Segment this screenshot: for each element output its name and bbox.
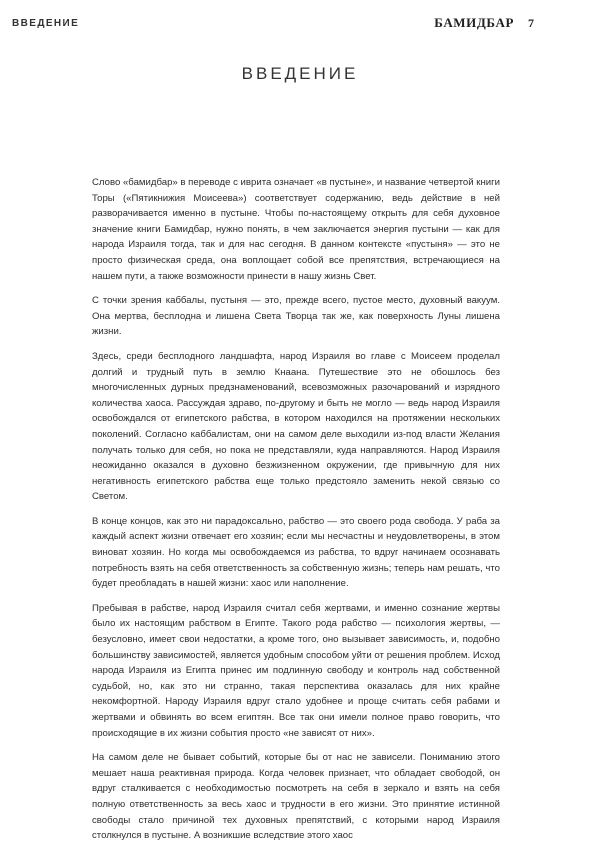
paragraph: Пребывая в рабстве, народ Израиля считал себя жертвами, и именно сознание жертвы было их настоящим рабством в Египте. Такого рода рабство — психология жертвы, — безусловно, имеет свои недостатки, а кроме того, оно вызывает зависимость, и, подобно большинству зависимостей, является удобным способом уйти от решения проблем. Исход народа Израиля из Египта принес им подлинную свободу и контроль над собственной судьбой, но, как это ни странно, такая перспектива оказалась для них крайне некомфортной. Народу Израиля вдруг стало удобнее и проще считать себя рабами и жертвами и обвинять во всем египтян. Все так они имели полное право говорить, что происходящие в их жизни события просто «не зависят от них». (92, 602, 500, 739)
body-text (92, 175, 500, 853)
book-title: БАМИДБАР (434, 15, 514, 30)
paragraph: Слово «бамидбар» в переводе с иврита означает «в пустыне», и название четвертой книги Торы («Пятикнижия Моисеева») соответствует содержанию, ведь действие в ней разворачивается именно в пустыне. Чтобы по-настоящему открыть для себя духовное значение книги Бамидбар, нужно понять, в чем заключается энергия пустыни — как для народа Израиля тогда, так и для нас сегодня. В данном контексте «пустыня» — это не просто физическая среда, она воплощает собой все препятствия, встречающиеся на нашем пути, а также возможности принести в нашу жизнь Свет. (92, 177, 500, 282)
paragraph: С точки зрения каббалы, пустыня — это, прежде всего, пустое место, духовный вакуум. Она мертва, бесплодна и лишена Света Творца так же, как поверхность Луны лишена жизни. (92, 295, 500, 338)
chapter-title: ВВЕДЕНИЕ (241, 64, 359, 83)
running-head-section: ВВЕДЕНИЕ (12, 18, 80, 29)
paragraph: Здесь, среди бесплодного ландшафта, народ Израиля во главе с Моисеем проделал долгий и трудный путь в землю Кнаана. Путешествие это не обошлось без многочисленных дурных предзнаменований, всевозможных разочарований и изрядного количества хаоса. Рассуждая здраво, по-другому и быть не могло — ведь народ Израиля освобождался от египетского рабства, в котором находился на протяжении нескольких поколений. Согласно каббалистам, они на самом деле выходили из-под власти Желания получать только для себя, но пока не представляли, куда направляются. Народ Израиля неожиданно оказался в духовно безжизненном окружении, где привычную для них негативность египетского рабства еще только предстояло заменить некой связью со Светом. (92, 350, 500, 503)
paragraph: В конце концов, как это ни парадоксально, рабство — это своего рода свобода. У раба за каждый аспект жизни отвечает его хозяин; если мы несчастны и неудовлетворены, в этом виноват хозяин. Но когда мы освобождаемся из рабства, то вдруг начинаем осознавать потребность взять на себя ответственность за собственную жизнь; теперь нам решать, что будет преобладать в нашей жизни: хаос или наполнение. (92, 515, 500, 590)
running-head-book-title (434, 15, 514, 31)
page-number: 7 (528, 16, 534, 30)
paragraph: На самом деле не бывает событий, которые бы от нас не зависели. Пониманию этого мешает наша реактивная природа. Когда человек признает, что обладает свободой, он вдруг сталкивается с необходимостью посмотреть на себя в зеркало и взять на себя полную ответственность за весь хаос и трудности в его жизни. Это принятие истинной свободы стало причиной тех духовных препятствий, с которыми народ Израиля столкнулся в пустыне. А возникшие вследствие этого хаос (92, 752, 500, 842)
